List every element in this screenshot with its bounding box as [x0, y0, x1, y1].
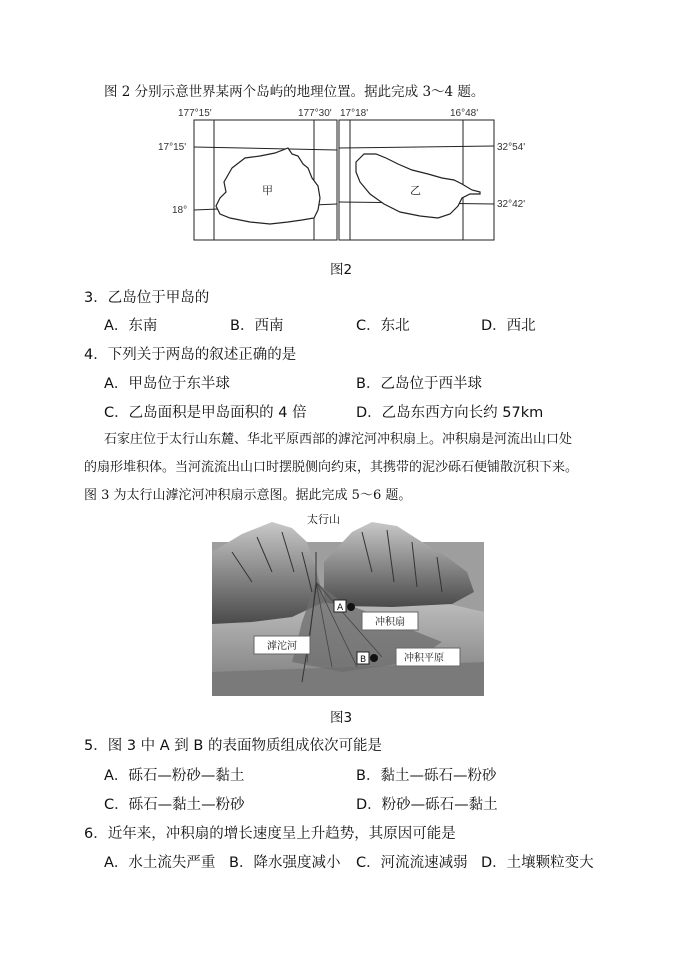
- point-b-marker: [370, 654, 378, 662]
- intro-text-2-line-1: 石家庄位于太行山东麓、华北平原西部的滹沱河冲积扇上。冲积扇是河流出山口处: [104, 432, 573, 447]
- q5-option-d: D．粉砂—砾石—黏土: [356, 797, 498, 813]
- right-lon-right: 16°48': [450, 108, 479, 119]
- q6-option-d: D．土壤颗粒变大: [481, 855, 594, 871]
- q5-option-a: A．砾石—粉砂—黏土: [104, 768, 245, 784]
- label-fan: 冲积扇: [375, 617, 405, 628]
- figure-3-caption: 图3: [330, 710, 353, 726]
- q3-option-c: C．东北: [356, 318, 410, 334]
- question-5-stem: 5．图 3 中 A 到 B 的表面物质组成依次可能是: [84, 738, 382, 754]
- intro-text-2-line-2: 的扇形堆积体。当河流流出山口时摆脱侧向约束，其携带的泥沙砾石便铺散沉积下来。: [84, 460, 579, 475]
- map-right: [339, 108, 525, 240]
- q4-option-d: D．乙岛东西方向长约 57km: [356, 405, 544, 421]
- point-b-label: B: [360, 655, 367, 665]
- island-jia-label: 甲: [262, 184, 273, 197]
- point-a-marker: [347, 603, 355, 611]
- q5-option-c: C．砾石—黏土—粉砂: [104, 797, 245, 813]
- label-river: 滹沱河: [267, 641, 297, 652]
- question-4-stem: 4．下列关于两岛的叙述正确的是: [84, 347, 297, 363]
- q6-option-c: C．河流流速减弱: [356, 855, 468, 871]
- question-3-stem: 3．乙岛位于甲岛的: [84, 290, 210, 306]
- figure-3-alluvial-fan: [212, 512, 484, 698]
- left-lat-top: 17°15': [158, 142, 187, 153]
- question-6-stem: 6．近年来，冲积扇的增长速度呈上升趋势，其原因可能是: [84, 826, 456, 842]
- left-lon-left: 177°15': [178, 108, 212, 119]
- island-yi-label: 乙: [410, 184, 421, 197]
- q5-option-b: B．黏土—砾石—粉砂: [356, 768, 497, 784]
- intro-text-2-line-3: 图 3 为太行山滹沱河冲积扇示意图。据此完成 5～6 题。: [84, 488, 412, 503]
- q4-option-a: A．甲岛位于东半球: [104, 376, 230, 392]
- intro-text-1: 图 2 分别示意世界某两个岛屿的地理位置。据此完成 3～4 题。: [104, 84, 485, 100]
- q6-option-b: B．降水强度减小: [229, 855, 341, 871]
- right-lat-top: 32°54': [497, 142, 526, 153]
- q3-option-a: A．东南: [104, 318, 158, 334]
- point-a-label: A: [337, 603, 344, 613]
- q3-option-b: B．西南: [230, 318, 284, 334]
- q4-option-c: C．乙岛面积是甲岛面积的 4 倍: [104, 405, 307, 421]
- figure-2-caption: 图2: [330, 262, 353, 278]
- right-lat-bottom: 32°42': [497, 199, 526, 210]
- left-lon-right: 177°30': [298, 108, 332, 119]
- label-plain: 冲积平原: [404, 653, 444, 664]
- left-lat-bottom: 18°: [172, 205, 188, 216]
- map-left: [158, 108, 337, 240]
- figure-2-maps: [150, 106, 540, 246]
- q6-option-a: A．水土流失严重: [104, 855, 216, 871]
- label-mountain: 太行山: [307, 513, 340, 526]
- q4-option-b: B．乙岛位于西半球: [356, 376, 482, 392]
- right-lon-left: 17°18': [340, 108, 369, 119]
- q3-option-d: D．西北: [481, 318, 536, 334]
